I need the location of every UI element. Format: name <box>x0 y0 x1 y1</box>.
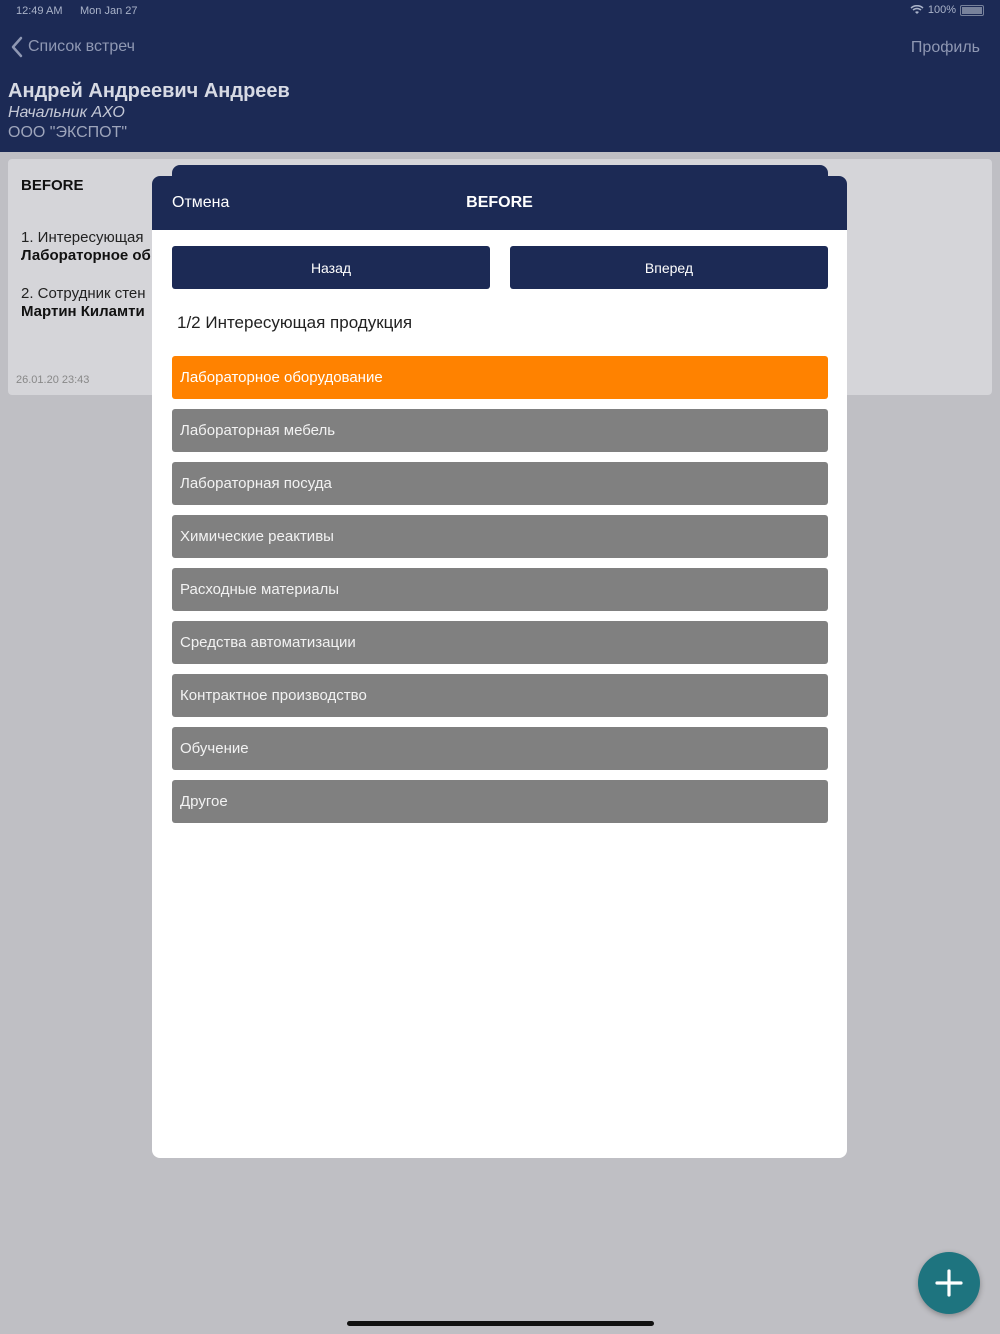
wifi-icon <box>910 5 924 15</box>
option-item[interactable]: Средства автоматизации <box>172 621 828 664</box>
battery-icon <box>960 5 984 16</box>
survey-modal <box>152 176 847 1158</box>
question-text: 1/2 Интересующая продукция <box>177 313 413 332</box>
user-position: Начальник АХО <box>8 104 125 121</box>
cancel-button[interactable]: Отмена <box>172 194 230 211</box>
option-item[interactable]: Химические реактивы <box>172 515 828 558</box>
option-item[interactable]: Лабораторная посуда <box>172 462 828 505</box>
status-right <box>910 4 984 16</box>
status-bar <box>0 0 1000 22</box>
user-name: Андрей Андреевич Андреев <box>8 80 290 102</box>
card-answer-2: Мартин Киламти <box>21 303 145 320</box>
option-item[interactable]: Контрактное производство <box>172 674 828 717</box>
profile-button[interactable]: Профиль <box>910 39 980 56</box>
option-item[interactable]: Обучение <box>172 727 828 770</box>
options-list <box>172 356 828 833</box>
option-item[interactable]: Другое <box>172 780 828 823</box>
next-button[interactable]: Вперед <box>510 246 828 289</box>
status-time: 12:49 AM <box>16 5 63 17</box>
battery-percent: 100% <box>927 4 956 16</box>
chevron-left-icon <box>10 36 24 58</box>
plus-icon <box>934 1268 964 1298</box>
option-item[interactable]: Лабораторное оборудование <box>172 356 828 399</box>
previous-button[interactable]: Назад <box>172 246 490 289</box>
back-button[interactable] <box>10 36 135 58</box>
user-organization: ООО "ЭКСПОТ" <box>8 124 128 141</box>
card-answer-1: Лабораторное об <box>21 247 151 264</box>
add-meeting-button[interactable] <box>918 1252 980 1314</box>
card-timestamp: 26.01.20 23:43 <box>16 374 90 386</box>
header <box>0 0 1000 152</box>
card-question-2: 2. Сотрудник стен <box>21 285 146 302</box>
modal-header <box>152 176 847 230</box>
status-date: Mon Jan 27 <box>80 5 138 17</box>
option-item[interactable]: Лабораторная мебель <box>172 409 828 452</box>
back-label: Список встреч <box>28 38 135 55</box>
option-item[interactable]: Расходные материалы <box>172 568 828 611</box>
card-title: BEFORE <box>21 177 84 194</box>
home-indicator[interactable] <box>347 1321 654 1326</box>
modal-title: BEFORE <box>466 194 533 211</box>
card-question-1: 1. Интересующая <box>21 229 144 246</box>
